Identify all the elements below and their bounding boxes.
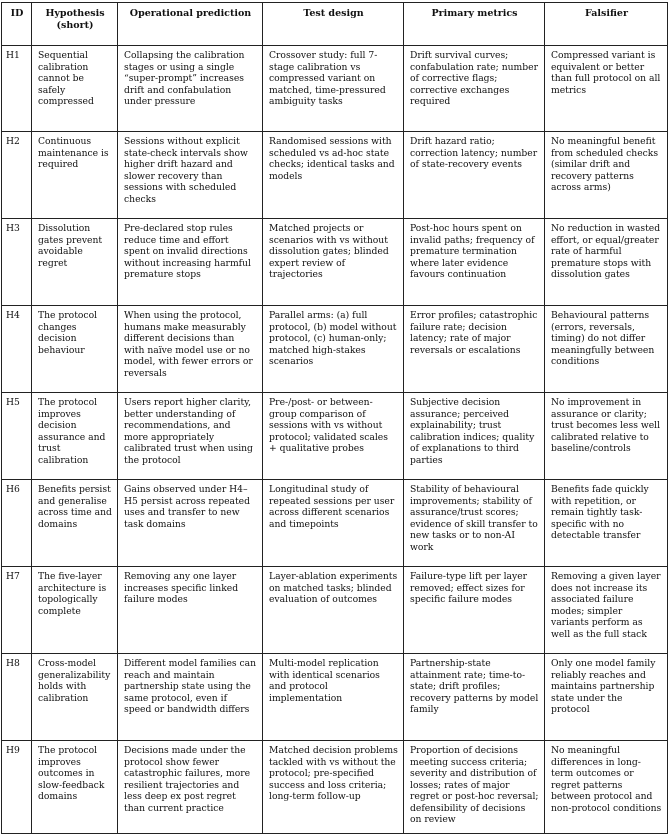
cell-operational-prediction: Users report higher clarity, better understanding of recommendations, and more appropriately calibrated trust when using the protocol [118,393,263,480]
cell-test-design: Matched decision problems tackled with vs without the protocol; pre-specified success and loss criteria; long-term follow-up [263,741,404,834]
cell-falsifier: No meaningful benefit from scheduled checks (similar drift and recovery patterns across arms) [545,132,668,219]
header-test-design: Test design [263,3,404,46]
cell-id: H6 [2,480,32,567]
table-row [2,306,668,393]
cell-primary-metrics: Post-hoc hours spent on invalid paths; frequency of premature termination where later evidence favours continuation [404,219,545,306]
cell-test-design: Longitudinal study of repeated sessions per user across different scenarios and timepoints [263,480,404,567]
table-row [2,480,668,567]
cell-test-design: Parallel arms: (a) full protocol, (b) model without protocol, (c) human-only; matched high-stakes scenarios [263,306,404,393]
cell-id: H5 [2,393,32,480]
cell-primary-metrics: Failure-type lift per layer removed; effect sizes for specific failure modes [404,567,545,654]
cell-hypothesis: Benefits persist and generalise across time and domains [32,480,118,567]
cell-hypothesis: Cross-model generalizability holds with calibration [32,654,118,741]
cell-test-design: Matched projects or scenarios with vs without dissolution gates; blinded expert review of trajectories [263,219,404,306]
cell-operational-prediction: Removing any one layer increases specific linked failure modes [118,567,263,654]
cell-hypothesis: The protocol improves outcomes in slow-feedback domains [32,741,118,834]
cell-falsifier: Removing a given layer does not increase its associated failure modes; simpler variants perform as well as the full stack [545,567,668,654]
table-row [2,654,668,741]
cell-hypothesis: Dissolution gates prevent avoidable regret [32,219,118,306]
cell-primary-metrics: Proportion of decisions meeting success criteria; severity and distribution of losses; rates of major regret or post-hoc reversal; defensibility of decisions on review [404,741,545,834]
header-primary-metrics: Primary metrics [404,3,545,46]
cell-test-design: Randomised sessions with scheduled vs ad-hoc state checks; identical tasks and models [263,132,404,219]
cell-operational-prediction: Sessions without explicit state-check intervals show higher drift hazard and slower recovery than sessions with scheduled checks [118,132,263,219]
cell-primary-metrics: Subjective decision assurance; perceived explainability; trust calibration indices; quality of explanations to third parties [404,393,545,480]
cell-falsifier: Only one model family reliably reaches and maintains partnership state under the protocol [545,654,668,741]
cell-hypothesis: The protocol changes decision behaviour [32,306,118,393]
cell-falsifier: No reduction in wasted effort, or equal/greater rate of harmful premature stops with dissolution gates [545,219,668,306]
cell-primary-metrics: Drift survival curves; confabulation rate; number of corrective flags; corrective exchanges required [404,46,545,132]
cell-operational-prediction: Gains observed under H4–H5 persist across repeated uses and transfer to new task domains [118,480,263,567]
cell-falsifier: Behavioural patterns (errors, reversals, timing) do not differ meaningfully between conditions [545,306,668,393]
cell-falsifier: No improvement in assurance or clarity; trust becomes less well calibrated relative to baseline/controls [545,393,668,480]
cell-id: H1 [2,46,32,132]
cell-id: H4 [2,306,32,393]
cell-primary-metrics: Error profiles; catastrophic failure rate; decision latency; rate of major reversals or escalations [404,306,545,393]
cell-primary-metrics: Drift hazard ratio; correction latency; number of state-recovery events [404,132,545,219]
cell-test-design: Crossover study: full 7-stage calibration vs compressed variant on matched, time-pressured ambiguity tasks [263,46,404,132]
hypothesis-table [1,2,668,834]
cell-hypothesis: The five-layer architecture is topologically complete [32,567,118,654]
cell-hypothesis: Continuous maintenance is required [32,132,118,219]
cell-test-design: Pre-/post- or between-group comparison of sessions with vs without protocol; validated scales + qualitative probes [263,393,404,480]
table-row [2,741,668,834]
table-row [2,46,668,132]
cell-operational-prediction: Collapsing the calibration stages or using a single “super-prompt” increases drift and confabulation under pressure [118,46,263,132]
cell-id: H7 [2,567,32,654]
header-falsifier: Falsifier [545,3,668,46]
cell-test-design: Multi-model replication with identical scenarios and protocol implementation [263,654,404,741]
cell-operational-prediction: Decisions made under the protocol show fewer catastrophic failures, more resilient trajectories and less deep ex post regret than current practice [118,741,263,834]
header-row [2,3,668,46]
header-id: ID [2,3,32,46]
cell-id: H2 [2,132,32,219]
cell-falsifier: Benefits fade quickly with repetition, or remain tightly task-specific with no detectable transfer [545,480,668,567]
header-hypothesis: Hypothesis (short) [32,3,118,46]
cell-hypothesis: The protocol improves decision assurance and trust calibration [32,393,118,480]
cell-id: H9 [2,741,32,834]
cell-id: H8 [2,654,32,741]
cell-operational-prediction: Different model families can reach and maintain partnership state using the same protocol, even if speed or bandwidth differs [118,654,263,741]
cell-primary-metrics: Partnership-state attainment rate; time-to-state; drift profiles; recovery patterns by model family [404,654,545,741]
cell-test-design: Layer-ablation experiments on matched tasks; blinded evaluation of outcomes [263,567,404,654]
cell-id: H3 [2,219,32,306]
table-row [2,219,668,306]
cell-primary-metrics: Stability of behavioural improvements; stability of assurance/trust scores; evidence of skill transfer to new tasks or to non-AI work [404,480,545,567]
cell-falsifier: No meaningful differences in long-term outcomes or regret patterns between protocol and non-protocol conditions [545,741,668,834]
cell-operational-prediction: Pre-declared stop rules reduce time and effort spent on invalid directions without increasing harmful premature stops [118,219,263,306]
table-row [2,567,668,654]
cell-falsifier: Compressed variant is equivalent or better than full protocol on all metrics [545,46,668,132]
header-operational-prediction: Operational prediction [118,3,263,46]
table-row [2,132,668,219]
cell-operational-prediction: When using the protocol, humans make measurably different decisions than with naïve model use or no model, with fewer errors or reversals [118,306,263,393]
table-row [2,393,668,480]
cell-hypothesis: Sequential calibration cannot be safely compressed [32,46,118,132]
